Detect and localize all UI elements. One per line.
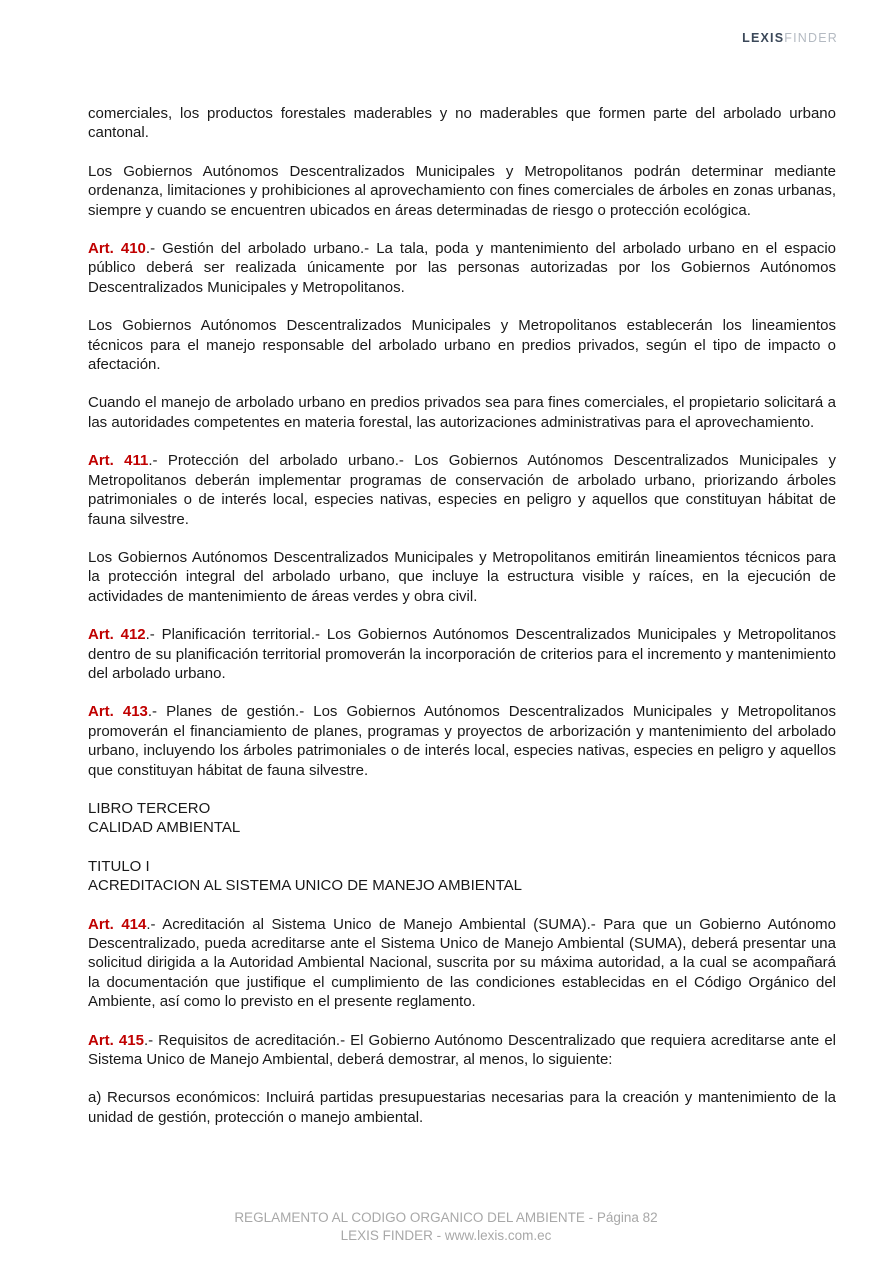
heading-line: LIBRO TERCERO [88, 799, 211, 817]
article-411-text: .- Protección del arbolado urbano.- Los Gobiernos Autónomos Descentralizados Municipales y Metropolitanos deberán implementar programas de conservación de arbolado urbano, priorizando árboles patrimoniales o de interés local, especies nativas, especies en peligro y aquellos que constituyan hábitat de fauna silvestre. [88, 452, 836, 528]
article-411-number: Art. 411 [88, 452, 149, 470]
article-415-text: .- Requisitos de acreditación.- El Gobierno Autónomo Descentralizado que requiera acreditarse ante el Sistema Unico de Manejo Ambiental, deberá demostrar, al menos, lo siguiente: [88, 1031, 837, 1069]
article-410-number: Art. 410 [88, 240, 146, 258]
heading-line: TITULO I [88, 857, 150, 875]
article-415-number: Art. 415 [88, 1031, 144, 1049]
paragraph [88, 162, 836, 220]
section-heading-libro-tercero [88, 799, 836, 838]
paragraph [88, 316, 836, 374]
footer-document-title: REGLAMENTO AL CODIGO ORGANICO DEL AMBIENTE - Página 82 [234, 1210, 658, 1225]
paragraph [88, 548, 836, 606]
footer-source: LEXIS FINDER - www.lexis.com.ec [340, 1228, 552, 1243]
paragraph-item-a [88, 1088, 836, 1127]
document-body [88, 104, 836, 1146]
article-414-text: .- Acreditación al Sistema Unico de Manejo Ambiental (SUMA).- Para que un Gobierno Autónomo Descentralizado, pueda acreditarse ante el Sistema Unico de Manejo Ambiental (SUMA), deberá presentar una solicitud dirigida a la Autoridad Ambiental Nacional, suscrita por su máxima autoridad, a la cual se acompañará la documentación que justifique el cumplimiento de las condiciones establecidas en el Código Orgánico del Ambiente, así como lo previsto en el presente reglamento. [88, 915, 836, 1011]
article-413-paragraph [88, 702, 836, 780]
heading-line: ACREDITACION AL SISTEMA UNICO DE MANEJO AMBIENTAL [88, 877, 522, 895]
article-412-paragraph [88, 625, 836, 683]
paragraph-text: comerciales, los productos forestales maderables y no maderables que formen parte del arbolado urbano cantonal. [88, 105, 836, 142]
paragraph [88, 393, 836, 432]
article-412-text: .- Planificación territorial.- Los Gobiernos Autónomos Descentralizados Municipales y Metropolitanos dentro de su planificación territorial promoverán la incorporación de criterios para el incremento y mantenimiento del arbolado urbano. [88, 626, 837, 682]
article-413-text: .- Planes de gestión.- Los Gobiernos Autónomos Descentralizados Municipales y Metropolitanos promoverán el financiamiento de planes, programas y proyectos de arborización y mantenimiento del arbolado urbano, incluyendo los árboles patrimoniales o de interés local, especies nativas, especies en peligro y aquellos que constituyan hábitat de fauna silvestre. [88, 703, 836, 779]
paragraph-text: Los Gobiernos Autónomos Descentralizados Municipales y Metropolitanos establecerán los lineamientos técnicos para el manejo responsable del arbolado urbano en predios privados, según el tipo de impacto o afectación. [88, 317, 836, 374]
lexisfinder-logo [742, 31, 838, 45]
paragraph-continuation [88, 104, 836, 143]
paragraph-text: Los Gobiernos Autónomos Descentralizados Municipales y Metropolitanos podrán determinar mediante ordenanza, limitaciones y prohibiciones al aprovechamiento con fines comerciales de árboles en zonas urbanas, siempre y cuando se encuentren ubicados en áreas determinadas de riesgo o protección ecológica. [88, 162, 836, 219]
paragraph-text: Los Gobiernos Autónomos Descentralizados Municipales y Metropolitanos emitirán lineamientos técnicos para la protección integral del arbolado urbano, que incluye la estructura visible y raíces, en la ejecución de actividades de mantenimiento de áreas verdes y obra civil. [88, 548, 836, 605]
section-heading-titulo-i [88, 857, 836, 896]
logo-lexis-text: LEXIS [742, 31, 785, 45]
article-411-paragraph [88, 451, 836, 529]
article-410-text: .- Gestión del arbolado urbano.- La tala, poda y mantenimiento del arbolado urbano en el espacio público deberá ser realizada únicamente por las personas autorizadas por los Gobiernos Autónomos Descentralizados Municipales y Metropolitanos. [88, 240, 836, 296]
page-footer [0, 1209, 892, 1245]
heading-line: CALIDAD AMBIENTAL [88, 819, 241, 837]
article-413-number: Art. 413 [88, 703, 148, 721]
article-410-paragraph [88, 239, 836, 297]
paragraph-text: Cuando el manejo de arbolado urbano en predios privados sea para fines comerciales, el propietario solicitará a las autoridades competentes en materia forestal, las autorizaciones administrativas para el aprovechamiento. [88, 394, 836, 431]
article-414-number: Art. 414 [88, 915, 147, 933]
article-415-paragraph [88, 1031, 836, 1070]
article-414-paragraph [88, 915, 836, 1012]
article-412-number: Art. 412 [88, 626, 146, 644]
paragraph-text: a) Recursos económicos: Incluirá partidas presupuestarias necesarias para la creación y mantenimiento de la unidad de gestión, protección o manejo ambiental. [88, 1089, 836, 1126]
logo-finder-text: FINDER [784, 31, 838, 45]
